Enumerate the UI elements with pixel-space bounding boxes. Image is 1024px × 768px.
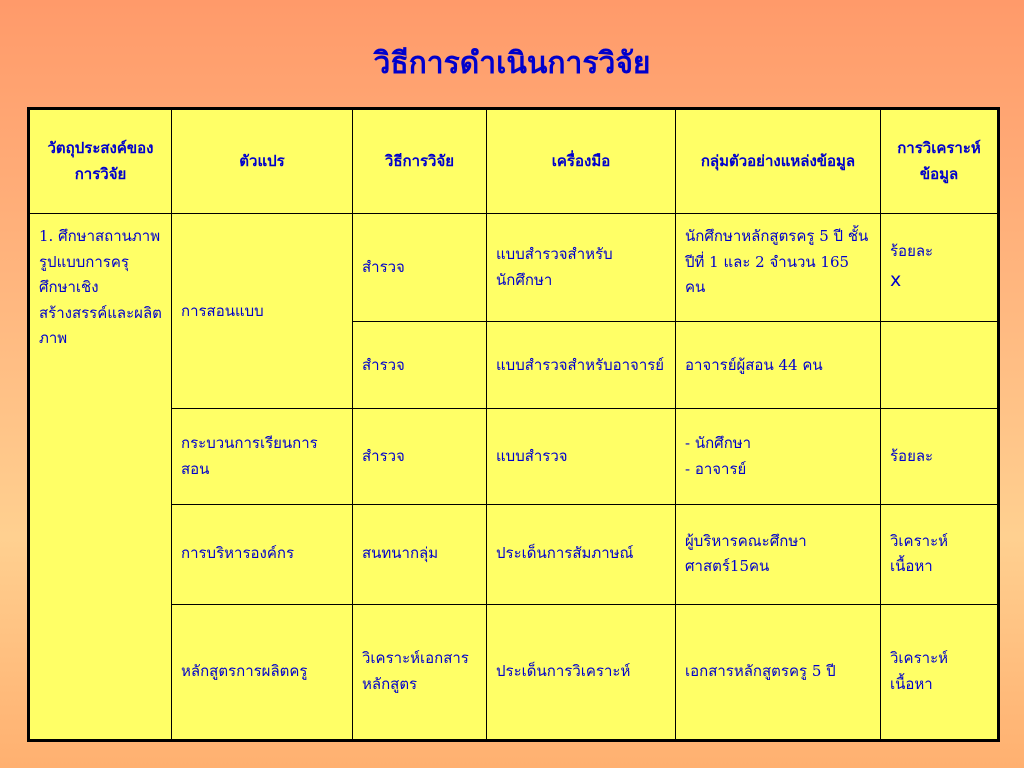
- variable-cell: กระบวนการเรียนการสอน: [172, 409, 353, 504]
- variable-cell: หลักสูตรการผลิตครู: [172, 604, 353, 740]
- header-objective: วัตถุประสงค์ของการวิจัย: [29, 109, 172, 214]
- analysis-cell: [881, 214, 999, 322]
- header-sample: กลุ่มตัวอย่างแหล่งข้อมูล: [676, 109, 881, 214]
- analysis-cell: วิเคราะห์เนื้อหา: [881, 504, 999, 604]
- sample-line: - อาจารย์: [685, 459, 747, 478]
- header-method: วิธีการวิจัย: [353, 109, 487, 214]
- sample-cell: นักศึกษาหลักสูตรครู 5 ปี ชั้นปีที่ 1 และ 2 จำนวน 165 คน: [676, 214, 881, 322]
- header-analysis: การวิเคราะห์ข้อมูล: [881, 109, 999, 214]
- sample-cell: [676, 409, 881, 504]
- slide-title: วิธีการดำเนินการวิจัย: [373, 46, 651, 81]
- table-row: [29, 604, 999, 740]
- tool-cell: ประเด็นการสัมภาษณ์: [487, 504, 676, 604]
- tool-cell: ประเด็นการวิเคราะห์: [487, 604, 676, 740]
- variable-cell: การบริหารองค์กร: [172, 504, 353, 604]
- analysis-cell: วิเคราะห์เนื้อหา: [881, 604, 999, 740]
- sample-cell: เอกสารหลักสูตรครู 5 ปี: [676, 604, 881, 740]
- research-method-table: [27, 107, 1000, 742]
- header-variable: ตัวแปร: [172, 109, 353, 214]
- header-tool: เครื่องมือ: [487, 109, 676, 214]
- sample-line: - นักศึกษา: [685, 434, 752, 452]
- analysis-text: ร้อยละ: [890, 241, 934, 260]
- method-cell: สำรวจ: [353, 214, 487, 322]
- tool-cell: แบบสำรวจ: [487, 409, 676, 504]
- objective-cell: 1. ศึกษาสถานภาพรูปแบบการครุศึกษาเชิงสร้างสรรค์และผลิตภาพ: [29, 214, 172, 741]
- header-row: [29, 109, 999, 214]
- analysis-extra-mark: x: [890, 269, 902, 292]
- method-cell: วิเคราะห์เอกสารหลักสูตร: [353, 604, 487, 740]
- tool-cell: แบบสำรวจสำหรับอาจารย์: [487, 322, 676, 409]
- method-cell: สำรวจ: [353, 322, 487, 409]
- method-cell: สำรวจ: [353, 409, 487, 504]
- method-cell: สนทนากลุ่ม: [353, 504, 487, 604]
- table-row: [29, 409, 999, 504]
- variable-cell: การสอนแบบ: [172, 214, 353, 409]
- sample-cell: อาจารย์ผู้สอน 44 คน: [676, 322, 881, 409]
- tool-cell: แบบสำรวจสำหรับนักศึกษา: [487, 214, 676, 322]
- table-row: [29, 504, 999, 604]
- sample-cell: ผู้บริหารคณะศึกษาศาสตร์15คน: [676, 504, 881, 604]
- table-row: [29, 214, 999, 322]
- analysis-cell: ร้อยละ: [881, 409, 999, 504]
- analysis-cell: [881, 322, 999, 409]
